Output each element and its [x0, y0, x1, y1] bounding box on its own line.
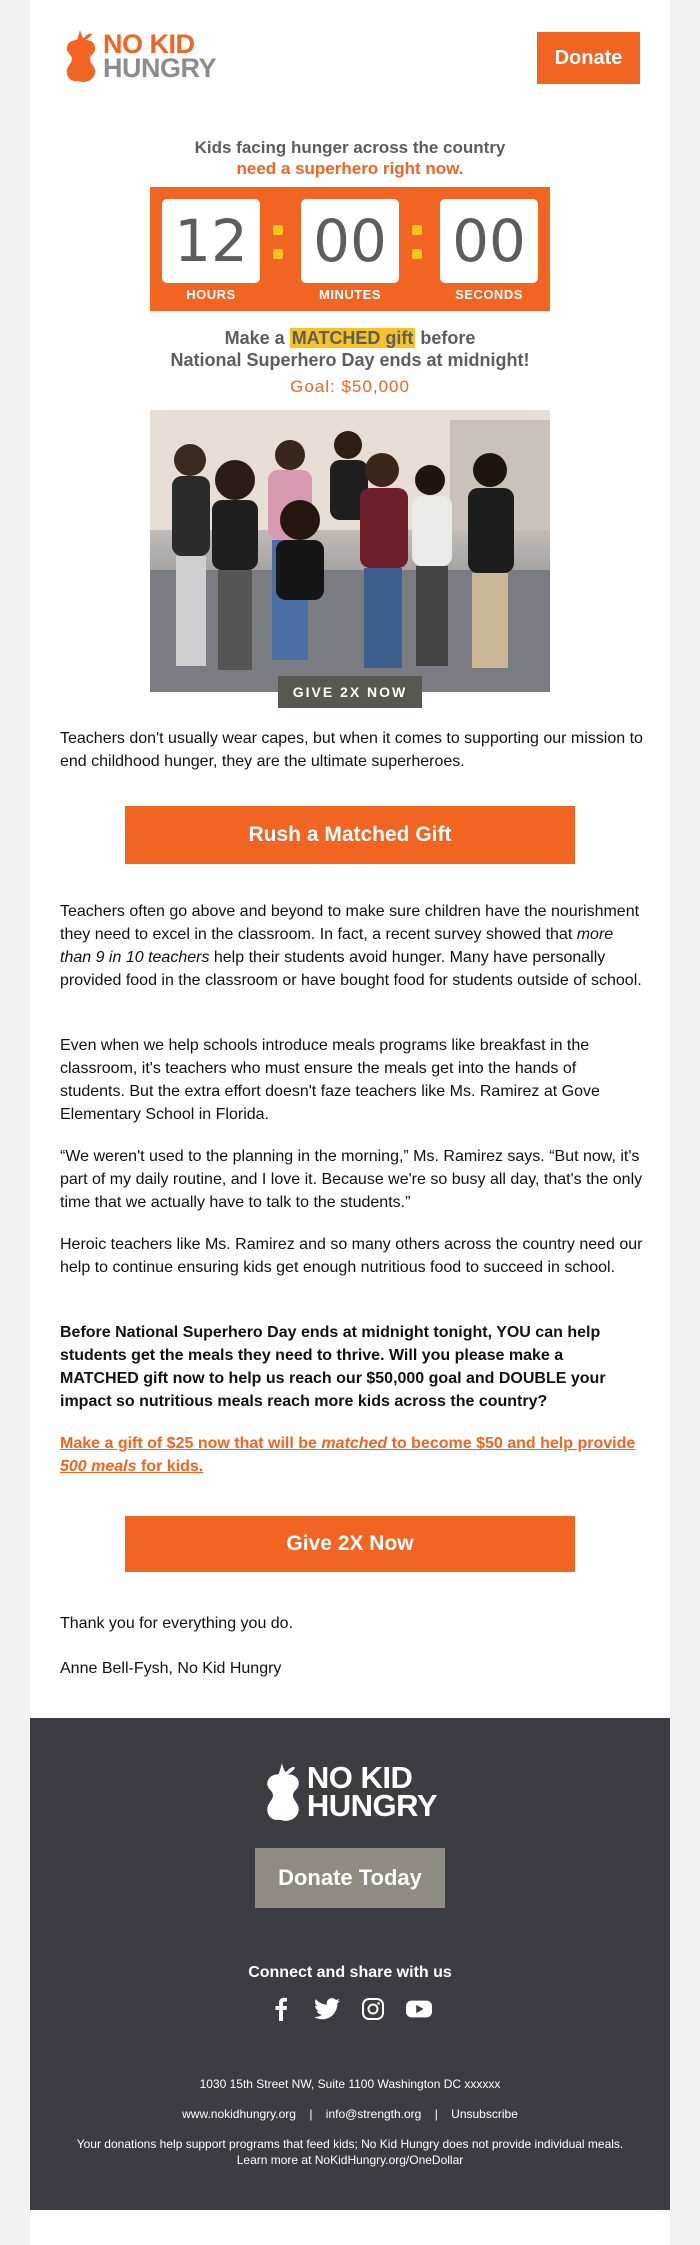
footer — [30, 1718, 670, 2210]
hero-line-2: need a superhero right now. — [236, 159, 464, 178]
apple-core-icon — [63, 28, 99, 84]
survey-paragraph: Teachers often go above and beyond to make sure children have the nourishment they need to excel in the classroom. In fact, a recent survey showed that more than 9 in 10 teachers help their students avoid hunger. Many have personally provided food in the classroom or have bought food for students outside of school. — [60, 903, 642, 989]
matched-highlight: MATCHED gift — [291, 328, 414, 348]
appeal-paragraph: Before National Superhero Day ends at midnight tonight, YOU can help students get the meals they need to thrive. Will you please make a MATCHED gift now to help us reach our $50,000 goal and DOUBLE your impact so nutritious meals reach more kids across the country? — [60, 1324, 606, 1410]
gift-link[interactable]: Make a gift of $25 now that will be matched to become $50 and help provide 500 meals for kids. — [60, 1435, 636, 1475]
email-link[interactable]: info@strength.org — [325, 2107, 422, 2121]
logo-no: NO — [103, 28, 143, 59]
footer-logo[interactable] — [30, 1760, 670, 1824]
quote-paragraph: “We weren't used to the planning in the morning,” Ms. Ramirez says. “But now, it's part of my daily routine, and I love it. Because we're so busy all day, that's the only time that we actually have to talk to the students.” — [60, 1148, 643, 1211]
group-photo-illustration — [150, 410, 550, 692]
matched-headline: Make a MATCHED gift before — [224, 328, 476, 348]
countdown-hours: 12 — [162, 199, 260, 283]
heroic-teachers-paragraph: Heroic teachers like Ms. Ramirez and so many others across the country need our help to continue ensuring kids get enough nutritious food to succeed in school. — [60, 1236, 643, 1276]
facebook-icon[interactable] — [268, 1996, 294, 2022]
footer-links: www.nokidhungry.org | info@strength.org | Unsubscribe — [182, 2107, 518, 2121]
countdown-hours-label: HOURS — [186, 287, 236, 302]
goal-text: Goal: $50,000 — [290, 377, 410, 396]
youtube-icon[interactable] — [406, 1996, 432, 2022]
logo-kid: KID — [149, 28, 195, 59]
matched-subline: National Superhero Day ends at midnight! — [170, 350, 530, 370]
signature-text: Anne Bell-Fysh, No Kid Hungry — [60, 1660, 282, 1677]
meals-programs-paragraph: Even when we help schools introduce meals programs like breakfast in the classroom, it's teachers who must ensure the meals get into the hands of students. But the extra effort doesn't faze teachers like Ms. Ramirez at Gove Elementary School in Florida. — [60, 1037, 600, 1123]
unsubscribe-link[interactable]: Unsubscribe — [451, 2107, 518, 2121]
no-kid-hungry-logo[interactable] — [63, 28, 216, 84]
footer-address: 1030 15th Street NW, Suite 1100 Washington DC xxxxxx — [199, 2077, 501, 2091]
donate-button[interactable]: Donate — [537, 32, 640, 84]
connect-heading: Connect and share with us — [248, 1964, 452, 1981]
countdown-minutes-label: MINUTES — [319, 287, 381, 302]
countdown-seconds-label: SECONDS — [455, 287, 523, 302]
countdown-minutes: 00 — [301, 199, 399, 283]
social-links — [30, 1996, 670, 2022]
countdown-separator — [273, 217, 283, 267]
teachers-students-photo[interactable] — [150, 410, 550, 692]
give-2x-now-tag[interactable]: GIVE 2X NOW — [278, 676, 422, 708]
thanks-text: Thank you for everything you do. — [60, 1615, 294, 1632]
footer-wordmark: NO KID HUNGRY — [306, 1760, 438, 1823]
instagram-icon[interactable] — [360, 1996, 386, 2022]
countdown-seconds: 00 — [440, 199, 538, 283]
apple-core-icon — [263, 1760, 303, 1824]
countdown-separator — [412, 217, 422, 267]
website-link[interactable]: www.nokidhungry.org — [182, 2107, 296, 2121]
intro-paragraph: Teachers don't usually wear capes, but when it comes to supporting our mission to end childhood hunger, they are the ultimate superheroes. — [60, 730, 643, 770]
logo-hungry: HUNGRY — [103, 53, 217, 83]
give-2x-now-button[interactable]: Give 2X Now — [125, 1516, 575, 1572]
hero-line-1: Kids facing hunger across the country — [194, 138, 506, 157]
logo-wordmark — [103, 28, 217, 83]
twitter-icon[interactable] — [314, 1996, 340, 2022]
donate-today-button[interactable]: Donate Today — [255, 1848, 445, 1908]
rush-matched-gift-button[interactable]: Rush a Matched Gift — [125, 806, 575, 864]
countdown-timer — [150, 187, 550, 311]
email-container — [30, 0, 670, 2245]
footer-disclaimer-1: Your donations help support programs that feed kids; No Kid Hungry does not provide individual meals. — [76, 2137, 624, 2151]
footer-disclaimer-2[interactable]: Learn more at NoKidHungry.org/OneDollar — [236, 2153, 464, 2167]
